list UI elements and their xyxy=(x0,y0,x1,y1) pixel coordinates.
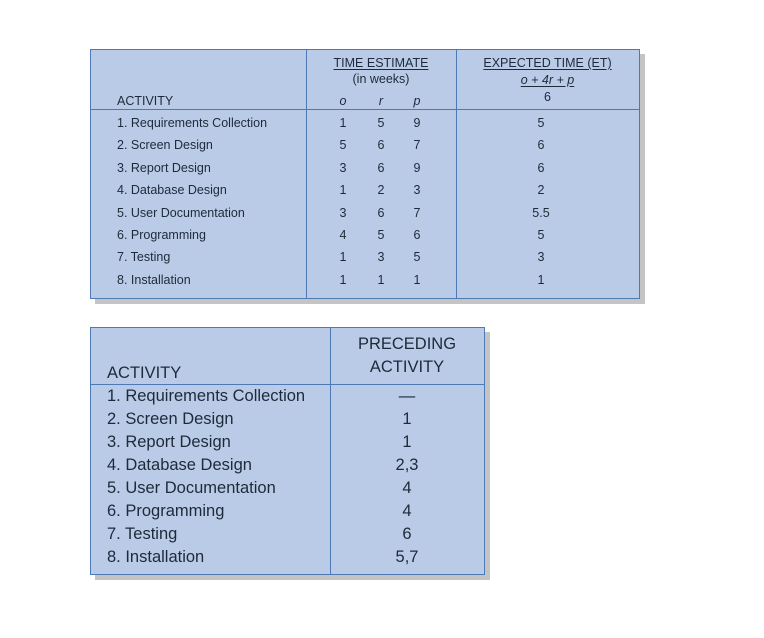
et-value: 2 xyxy=(537,183,545,197)
p-value: 9 xyxy=(413,116,421,130)
activity-name: 1. Requirements Collection xyxy=(107,387,306,405)
et-formula-divisor: 6 xyxy=(544,90,551,104)
et-value: 5.5 xyxy=(532,206,550,220)
o-column-header: o xyxy=(339,94,347,108)
o-value: 4 xyxy=(339,228,347,242)
et-formula-numerator: o + 4r + p xyxy=(520,73,575,87)
activity-name: 8. Installation xyxy=(107,548,205,566)
p-value: 7 xyxy=(413,138,421,152)
activity-name: 4. Database Design xyxy=(117,183,227,197)
et-value: 3 xyxy=(537,250,545,264)
activity-name: 3. Report Design xyxy=(107,433,231,451)
r-value: 6 xyxy=(377,206,385,220)
r-value: 2 xyxy=(377,183,385,197)
activity-name: 1. Requirements Collection xyxy=(117,116,268,130)
activity-name: 5. User Documentation xyxy=(107,479,276,497)
preceding-header-line1: PRECEDING xyxy=(357,335,457,353)
preceding-value: 1 xyxy=(402,433,412,451)
o-value: 3 xyxy=(339,161,347,175)
o-value: 1 xyxy=(339,116,347,130)
activity-name: 7. Testing xyxy=(107,525,178,543)
r-value: 5 xyxy=(377,116,385,130)
r-value: 1 xyxy=(377,273,385,287)
preceding-value: 2,3 xyxy=(395,456,419,474)
activity-header: ACTIVITY xyxy=(117,94,174,108)
et-value: 1 xyxy=(537,273,545,287)
o-value: 5 xyxy=(339,138,347,152)
preceding-value: 5,7 xyxy=(395,548,419,566)
et-value: 6 xyxy=(537,161,545,175)
activity-name: 7. Testing xyxy=(117,250,171,264)
activity-name: 5. User Documentation xyxy=(117,206,245,220)
preceding-value: — xyxy=(398,387,416,405)
in-weeks-label: (in weeks) xyxy=(352,72,410,86)
et-value: 6 xyxy=(537,138,545,152)
preceding-value: 1 xyxy=(402,410,412,428)
p-column-header: p xyxy=(413,94,421,108)
header-divider xyxy=(91,109,639,110)
p-value: 6 xyxy=(413,228,421,242)
p-value: 1 xyxy=(413,273,421,287)
r-column-header: r xyxy=(378,94,384,108)
preceding-value: 6 xyxy=(402,525,412,543)
r-value: 6 xyxy=(377,161,385,175)
o-value: 3 xyxy=(339,206,347,220)
time-estimate-table xyxy=(90,49,640,299)
activity-name: 6. Programming xyxy=(107,502,225,520)
activity-header: ACTIVITY xyxy=(107,364,182,382)
p-value: 7 xyxy=(413,206,421,220)
o-value: 1 xyxy=(339,250,347,264)
et-value: 5 xyxy=(537,228,545,242)
p-value: 9 xyxy=(413,161,421,175)
et-value: 5 xyxy=(537,116,545,130)
preceding-value: 4 xyxy=(402,502,412,520)
preceding-activity-table xyxy=(90,327,485,575)
activity-name: 4. Database Design xyxy=(107,456,252,474)
header-divider xyxy=(91,384,484,385)
column-divider xyxy=(306,50,307,298)
r-value: 3 xyxy=(377,250,385,264)
expected-time-header: EXPECTED TIME (ET) xyxy=(483,56,612,70)
activity-name: 8. Installation xyxy=(117,273,191,287)
activity-name: 2. Screen Design xyxy=(117,138,213,152)
activity-name: 6. Programming xyxy=(117,228,206,242)
preceding-value: 4 xyxy=(402,479,412,497)
o-value: 1 xyxy=(339,183,347,197)
time-estimate-header: TIME ESTIMATE xyxy=(333,56,429,70)
r-value: 5 xyxy=(377,228,385,242)
p-value: 3 xyxy=(413,183,421,197)
preceding-header-line2: ACTIVITY xyxy=(369,358,445,376)
r-value: 6 xyxy=(377,138,385,152)
activity-name: 3. Report Design xyxy=(117,161,211,175)
o-value: 1 xyxy=(339,273,347,287)
p-value: 5 xyxy=(413,250,421,264)
activity-name: 2. Screen Design xyxy=(107,410,234,428)
